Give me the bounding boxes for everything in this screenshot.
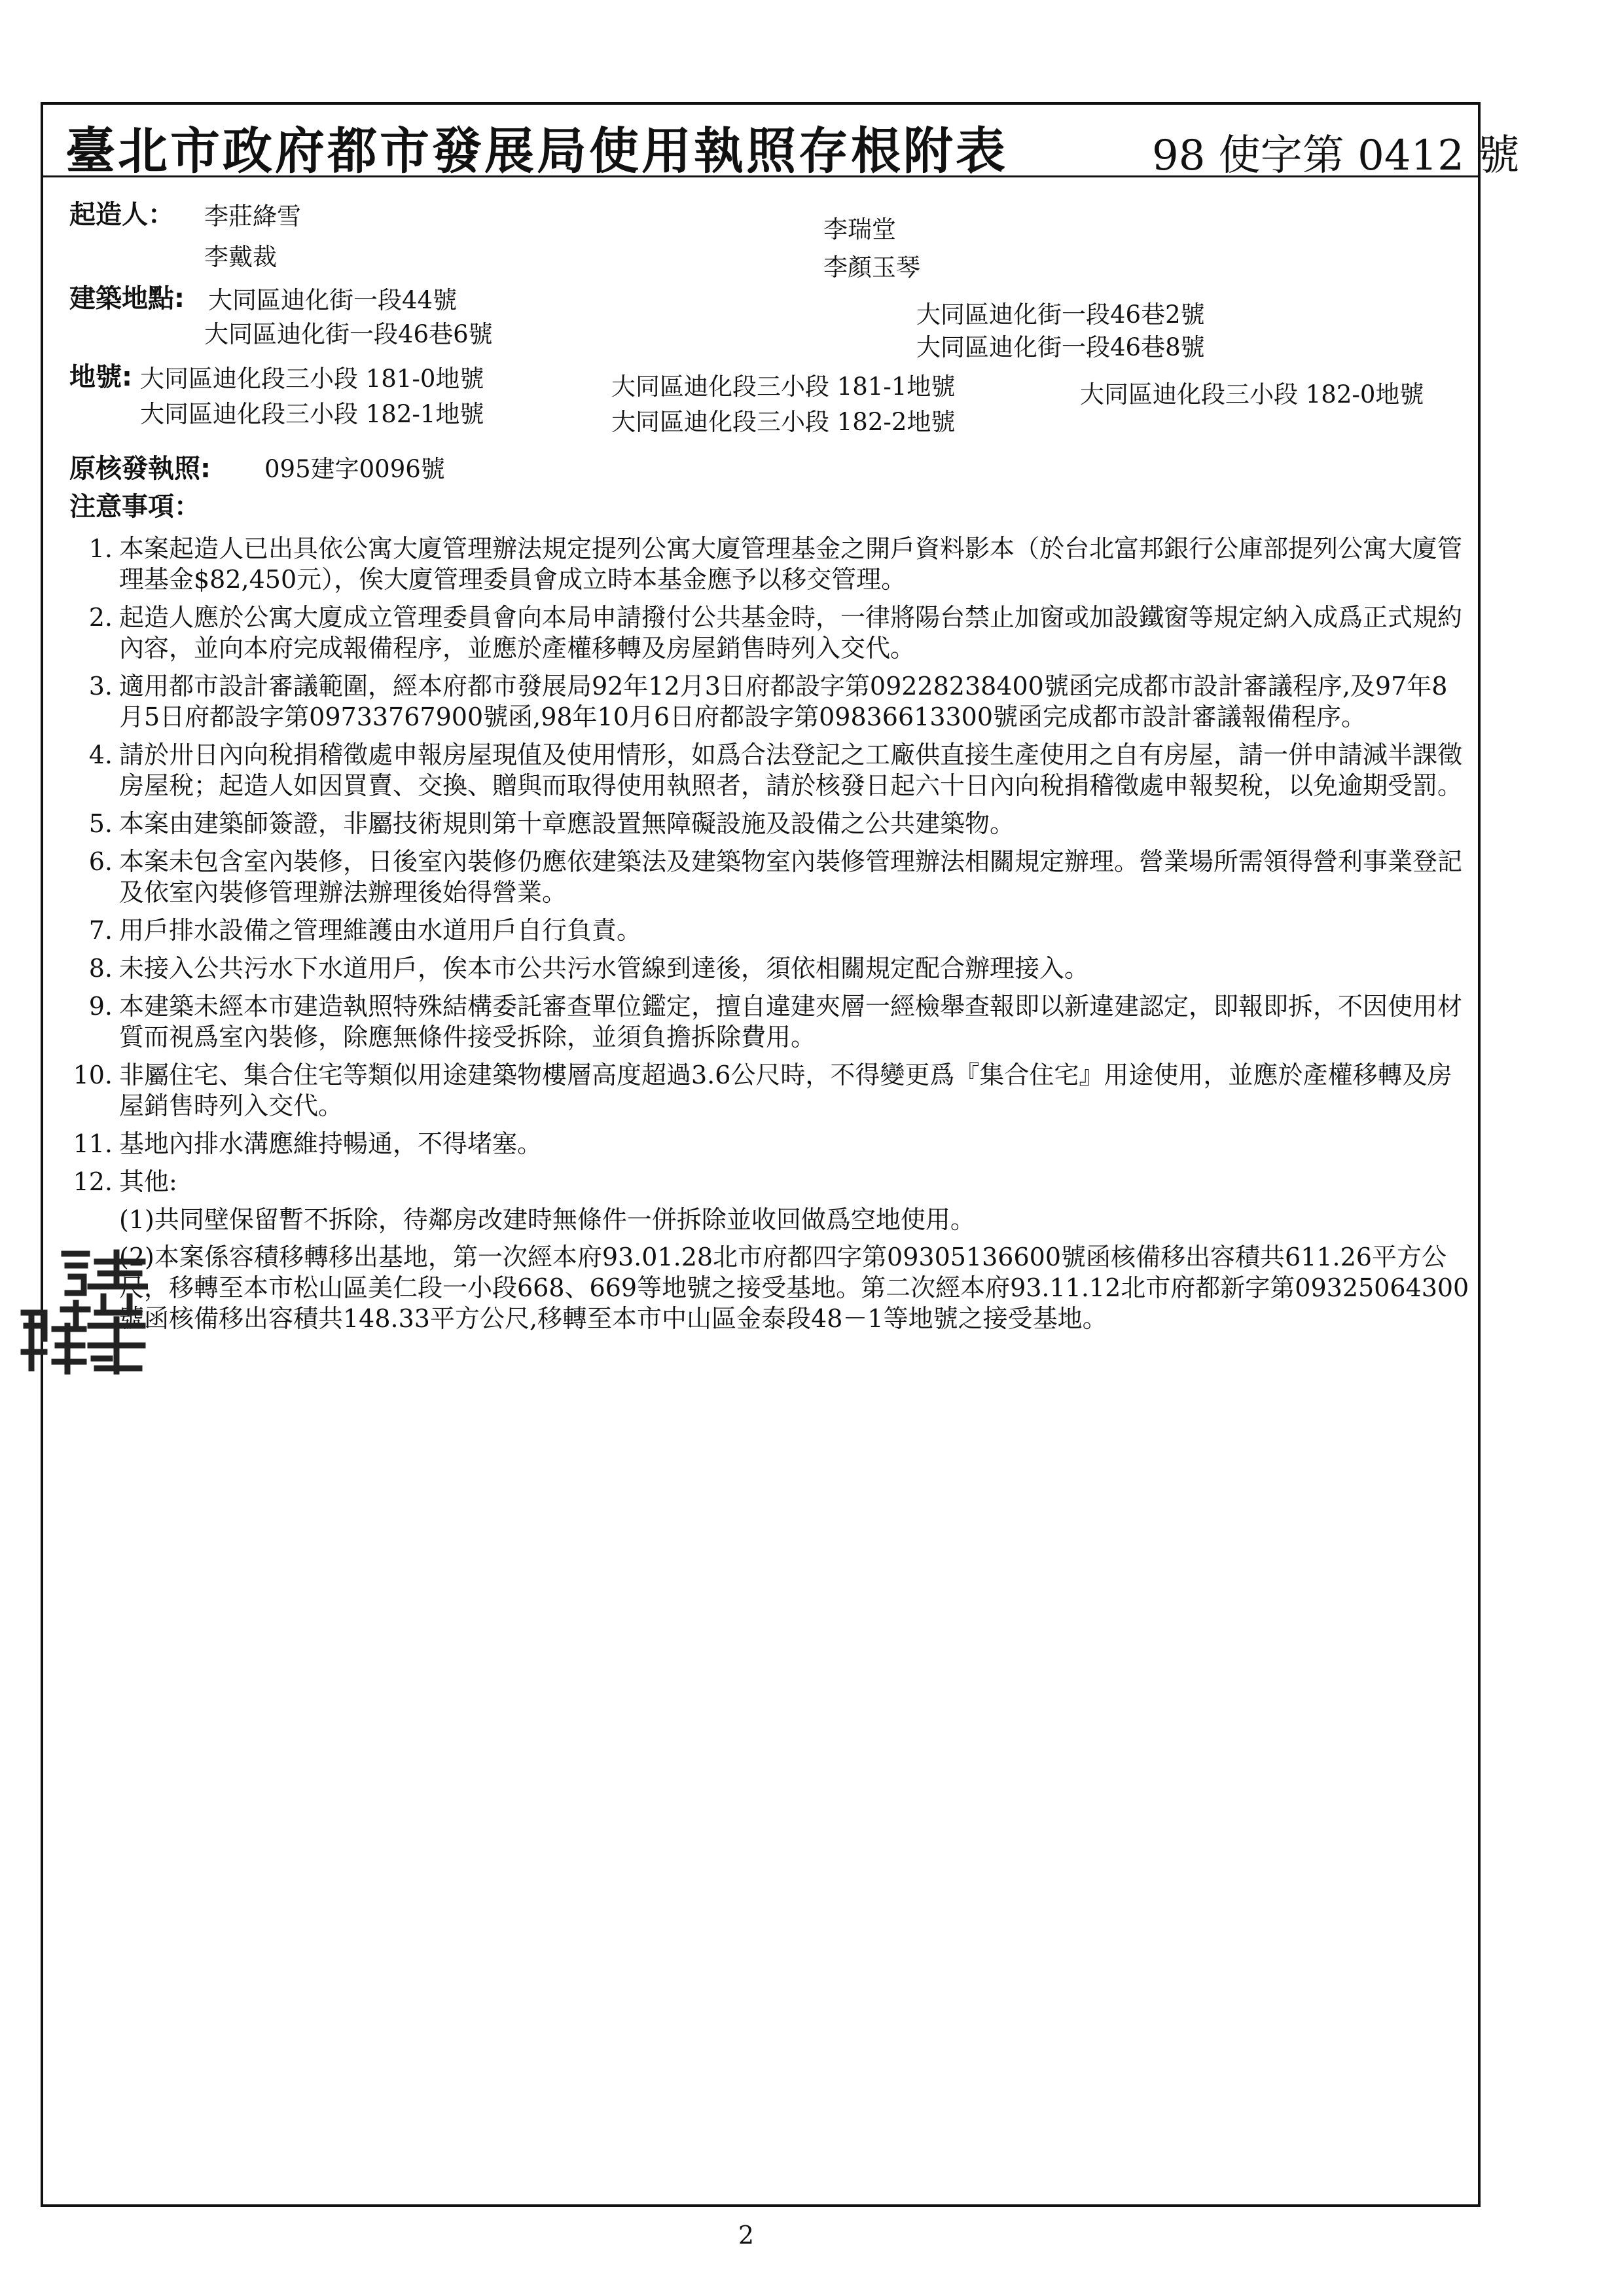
note-item — [72, 953, 1473, 984]
site-address: 大同區迪化街一段46巷8號 — [916, 333, 1205, 361]
note-text: 起造人應於公寓大廈成立管理委員會向本局申請撥付公共基金時，一律將陽台禁止加窗或加設鐵窗等規定納入成爲正式規約內容，並向本府完成報備程序，並應於產權移轉及房屋銷售時列入交代。 — [119, 603, 1463, 663]
lot-number: 大同區迪化段三小段 182-1地號 — [140, 400, 484, 428]
note-text: 未接入公共污水下水道用戶，俟本市公共污水管線到達後，須依相關規定配合辦理接入。 — [119, 954, 1090, 983]
note-text: 其他: — [119, 1167, 177, 1196]
note-number: 1. — [88, 534, 113, 563]
sub-note: (1)共同壁保留暫不拆除，待鄰房改建時無條件一併拆除並收回做爲空地使用。 — [119, 1205, 975, 1234]
original-permit-value: 095建字0096號 — [264, 455, 445, 483]
lots-label: 地號: — [69, 362, 132, 392]
note-number: 4. — [88, 740, 113, 769]
applicant-name: 李顏玉琴 — [823, 253, 920, 282]
note-number: 2. — [88, 603, 113, 632]
page-number: 2 — [738, 2221, 755, 2250]
note-item — [72, 847, 1473, 908]
original-permit-label: 原核發執照: — [69, 454, 211, 484]
applicants-label: 起造人： — [69, 200, 174, 230]
note-number: 8. — [88, 954, 113, 983]
applicant-name: 李瑞堂 — [823, 215, 896, 244]
lot-number: 大同區迪化段三小段 181-0地號 — [140, 365, 484, 393]
site-label: 建築地點: — [69, 283, 185, 314]
note-number: 11. — [73, 1129, 113, 1158]
notes-list — [72, 534, 1473, 1341]
lot-number: 大同區迪化段三小段 182-2地號 — [611, 408, 956, 436]
note-number: 7. — [88, 916, 113, 945]
note-text: 本案未包含室內裝修，日後室內裝修仍應依建築法及建築物室內裝修管理辦法相關規定辦理。營業場所需領得營利事業登記及依室內裝修管理辦法辦理後始得營業。 — [119, 847, 1463, 907]
note-text: 適用都市設計審議範圍，經本府都市發展局92年12月3日府都設字第09228238400號函完成都市設計審議程序,及97年8月5日府都設字第09733767900號函,98年10月6日府都設字第09836613300號函完成都市設計審議報備程序。 — [119, 672, 1448, 731]
note-item — [72, 740, 1473, 801]
official-seal-stamp-icon — [18, 1247, 148, 1376]
document-title: 臺北市政府都市發展局使用執照存根附表 — [65, 122, 1008, 180]
site-address: 大同區迪化街一段46巷6號 — [204, 320, 493, 348]
note-text: 非屬住宅、集合住宅等類似用途建築物樓層高度超過3.6公尺時，不得變更爲『集合住宅』用途使用，並應於產權移轉及房屋銷售時列入交代。 — [119, 1061, 1452, 1120]
permit-number: 98 使字第 0412 號 — [1152, 132, 1520, 180]
note-text: 本案起造人已出具依公寓大廈管理辦法規定提列公寓大廈管理基金之開戶資料影本（於台北富邦銀行公庫部提列公寓大廈管理基金$82,450元），俟大廈管理委員會成立時本基金應予以移交管理。 — [119, 534, 1463, 594]
note-item — [72, 1060, 1473, 1121]
note-item — [72, 809, 1473, 839]
note-number: 6. — [88, 847, 113, 876]
note-text: 請於卅日內向稅捐稽徵處申報房屋現值及使用情形，如爲合法登記之工廠供直接生產使用之自有房屋，請一併申請減半課徵房屋稅；起造人如因買賣、交換、贈與而取得使用執照者，請於核發日起六十日內向稅捐稽徵處申報契稅，以免逾期受罰。 — [119, 740, 1463, 800]
note-text: 用戶排水設備之管理維護由水道用戶自行負責。 — [119, 916, 642, 945]
site-address: 大同區迪化街一段46巷2號 — [916, 301, 1205, 329]
applicant-name: 李戴裁 — [204, 243, 277, 271]
notes-title: 注意事項： — [69, 492, 200, 522]
note-number: 3. — [88, 672, 113, 701]
note-number: 5. — [88, 809, 113, 838]
note-item — [72, 1129, 1473, 1159]
note-number: 9. — [88, 992, 113, 1021]
lot-number: 大同區迪化段三小段 181-1地號 — [611, 373, 956, 401]
note-text: 本建築未經本市建造執照特殊結構委託審查單位鑑定，擅自違建夾層一經檢舉查報即以新違建認定，即報即拆，不因使用材質而視爲室內裝修，除應無條件接受拆除，並須負擔拆除費用。 — [119, 992, 1463, 1051]
note-item — [72, 671, 1473, 733]
note-number: 12. — [73, 1167, 113, 1196]
note-text: 本案由建築師簽證，非屬技術規則第十章應設置無障礙設施及設備之公共建築物。 — [119, 809, 1015, 838]
sub-note: (2)本案係容積移轉移出基地，第一次經本府93.01.28北市府都四字第09305136600號函核備移出容積共611.26平方公尺，移轉至本市松山區美仁段一小段668、669等地號之接受基地。第二次經本府93.11.12北市府都新字第09325064300號函核備移出容積共148.33平方公尺,移轉至本市中山區金泰段48－1等地號之接受基地。 — [119, 1243, 1469, 1333]
applicant-name: 李莊絳雪 — [204, 202, 301, 230]
note-number: 10. — [73, 1061, 113, 1089]
note-item — [72, 534, 1473, 595]
note-text: 基地內排水溝應維持暢通，不得堵塞。 — [119, 1129, 543, 1158]
note-item — [72, 915, 1473, 946]
site-address: 大同區迪化街一段44號 — [208, 286, 458, 314]
note-item — [72, 991, 1473, 1053]
lot-number: 大同區迪化段三小段 182-0地號 — [1080, 380, 1424, 409]
note-item — [72, 602, 1473, 664]
note-item — [72, 1167, 1473, 1197]
sub-notes-list — [119, 1205, 1473, 1334]
